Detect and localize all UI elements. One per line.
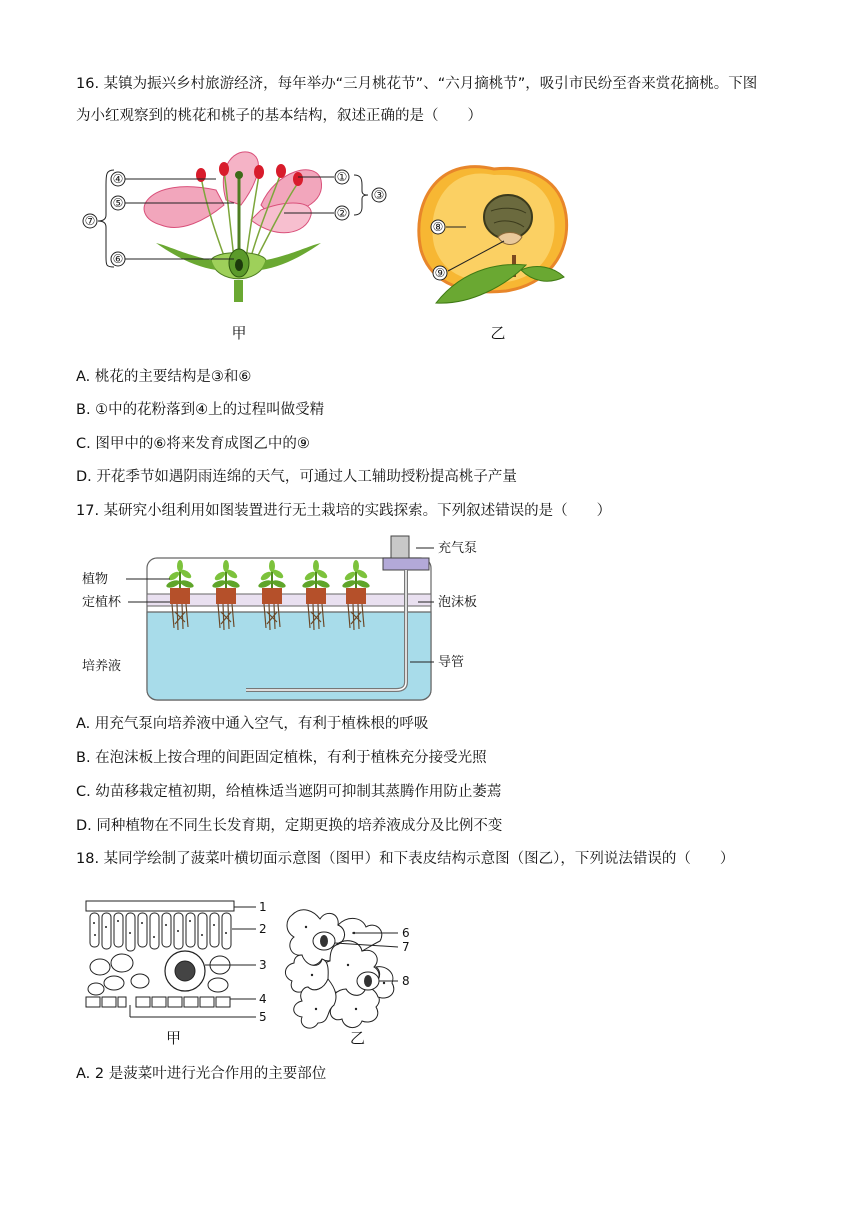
- q18-leaf-figure: [80, 893, 430, 1053]
- leaf-cross-section-illustration: [86, 901, 256, 1017]
- q16-stem-line1: 16. 某镇为振兴乡村旅游经济，每年举办“三月桃花节”、“六月摘桃节”，吸引市民纷至沓来赏花摘桃。下图: [76, 76, 758, 92]
- q16-figure: [76, 145, 596, 345]
- label-plant: 植物: [82, 572, 109, 587]
- label-tube: 导管: [438, 655, 465, 670]
- q18-option-a: A. 2 是菠菜叶进行光合作用的主要部位: [76, 1066, 327, 1082]
- q17-option-d: D. 同种植物在不同生长发育期，定期更换的培养液成分及比例不变: [76, 818, 503, 834]
- flower-label-1: ①: [336, 170, 348, 184]
- q18-stem: 18. 某同学绘制了菠菜叶横切面示意图（图甲）和下表皮结构示意图（图乙），下列说法错误的（ ）: [76, 851, 735, 867]
- peach-flower-illustration: [83, 152, 386, 302]
- peach-fruit-illustration: [419, 167, 567, 304]
- epidermis-label-6: 6: [402, 926, 410, 940]
- fruit-label-9: ⑨: [434, 266, 446, 280]
- leaf-label-4: 4: [259, 992, 267, 1006]
- flower-label-3: ③: [373, 188, 385, 202]
- epidermis-label-8: 8: [402, 974, 410, 988]
- q17-stem: 17. 某研究小组利用如图装置进行无土栽培的实践探索。下列叙述错误的是（ ）: [76, 503, 612, 519]
- flower-label-7: ⑦: [84, 214, 96, 228]
- flower-label-2: ②: [336, 206, 348, 220]
- q17-option-c: C. 幼苗移栽定植初期，给植株适当遮阴可抑制其蒸腾作用防止萎蔫: [76, 784, 502, 800]
- leaf-label-3: 3: [259, 958, 267, 972]
- flower-label-6: ⑥: [112, 252, 124, 266]
- leaf-label-1: 1: [259, 900, 267, 914]
- q16-stem-line2: 为小红观察到的桃花和桃子的基本结构，叙述正确的是（ ）: [76, 108, 482, 124]
- leaf-label-5: 5: [259, 1010, 267, 1024]
- q18-caption-jia: 甲: [166, 1029, 182, 1047]
- leaf-label-2: 2: [259, 922, 267, 936]
- label-foam-board: 泡沫板: [438, 595, 478, 610]
- flower-label-5: ⑤: [112, 196, 124, 210]
- q17-option-b: B. 在泡沫板上按合理的间距固定植株，有利于植株充分接受光照: [76, 750, 487, 766]
- q16-option-b: B. ①中的花粉落到④上的过程叫做受精: [76, 402, 325, 418]
- q17-option-a: A. 用充气泵向培养液中通入空气，有利于植株根的呼吸: [76, 716, 429, 732]
- q16-option-a: A. 桃花的主要结构是③和⑥: [76, 369, 252, 385]
- label-planting-cup: 定植杯: [82, 595, 122, 610]
- label-air-pump: 充气泵: [438, 541, 478, 556]
- q17-hydroponics-figure: [76, 532, 506, 704]
- epidermis-label-7: 7: [402, 940, 410, 954]
- flower-label-4: ④: [112, 172, 124, 186]
- label-nutrient-solution: 培养液: [82, 659, 122, 674]
- q16-caption-yi: 乙: [490, 324, 506, 342]
- q16-option-c: C. 图甲中的⑥将来发育成图乙中的⑨: [76, 436, 310, 452]
- fruit-label-8: ⑧: [432, 220, 444, 234]
- q16-option-d: D. 开花季节如遇阴雨连绵的天气，可通过人工辅助授粉提高桃子产量: [76, 469, 517, 485]
- q18-caption-yi: 乙: [350, 1029, 366, 1047]
- q16-caption-jia: 甲: [231, 324, 247, 342]
- lower-epidermis-illustration: [285, 910, 393, 1028]
